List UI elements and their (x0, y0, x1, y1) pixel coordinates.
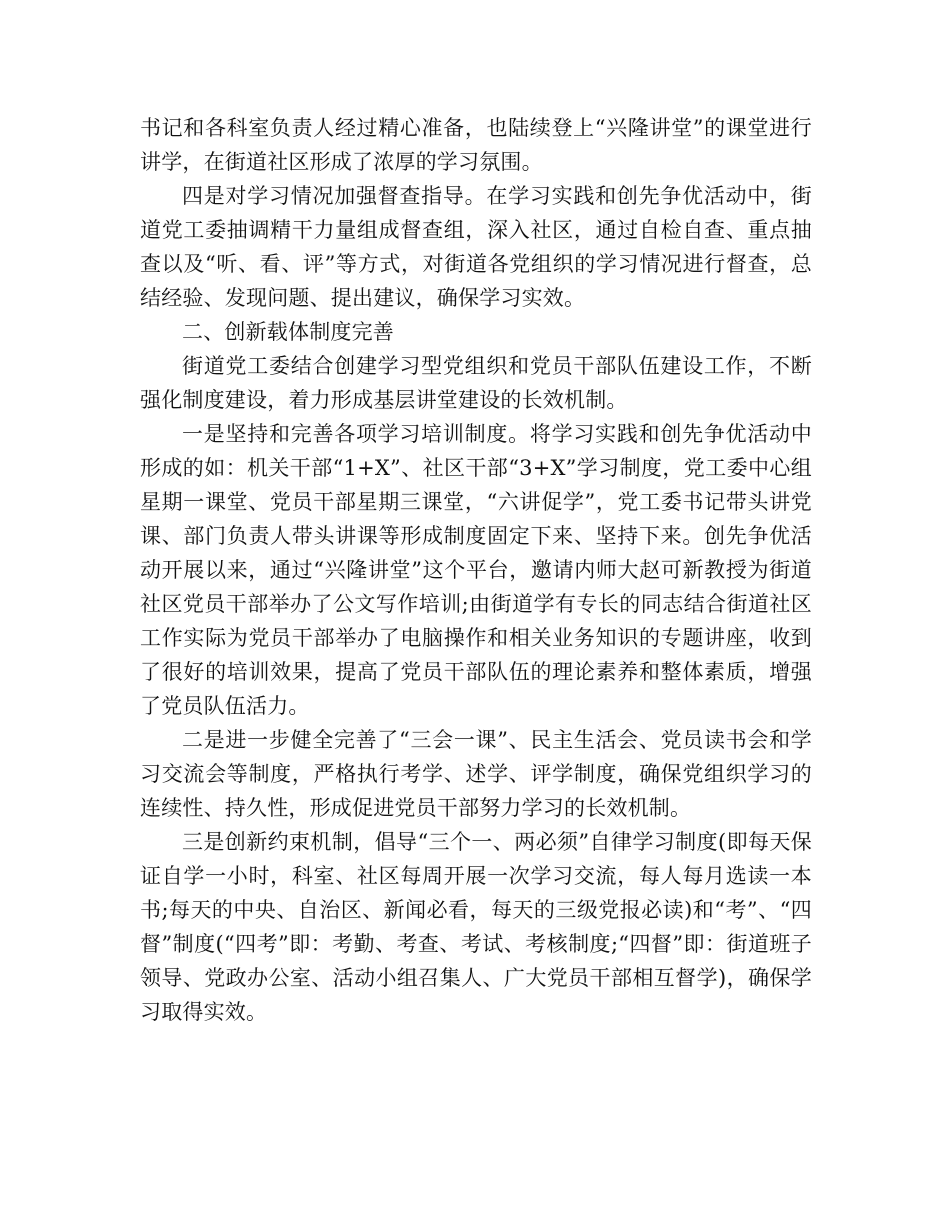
paragraph-meetings-system: 二是进一步健全完善了“三会一课”、民主生活会、党员读书会和学习交流会等制度，严格执行考学、述学、评学制度，确保党组织学习的连续性、持久性，形成促进党员干部努力学习的长效机制。 (140, 728, 812, 820)
paragraph-intro: 街道党工委结合创建学习型党组织和党员干部队伍建设工作，不断强化制度建设，着力形成基层讲堂建设的长效机制。 (140, 354, 812, 412)
paragraph-constraint-mechanism: 三是创新约束机制，倡导“三个一、两必须”自律学习制度(即每天保证自学一小时，科室、社区每周开展一次学习交流，每人每月选读一本书;每天的中央、自治区、新闻必看，每天的三级党报必读)和“考”、“四督”制度(“四考”即：考勤、考查、考试、考核制度;“四督”即：街道班子领导、党政办公室、活动小组召集人、广大党员干部相互督学)，确保学习取得实效。 (140, 830, 812, 1024)
section-heading: 二、创新载体制度完善 (182, 320, 394, 344)
paragraph-continuation: 书记和各科室负责人经过精心准备，也陆续登上“兴隆讲堂”的课堂进行讲学，在街道社区形成了浓厚的学习氛围。 (140, 116, 812, 174)
paragraph-training-system: 一是坚持和完善各项学习培训制度。将学习实践和创先争优活动中形成的如：机关干部“1+X”、社区干部“3+X”学习制度，党工委中心组星期一课堂、党员干部星期三课堂，“六讲促学”，党工委书记带头讲党课、部门负责人带头讲课等形成制度固定下来、坚持下来。创先争优活动开展以来，通过“兴隆讲堂”这个平台，邀请内师大赵可新教授为街道社区党员干部举办了公文写作培训;由街道学有专长的同志结合街道社区工作实际为党员干部举办了电脑操作和相关业务知识的专题讲座，收到了很好的培训效果，提高了党员干部队伍的理论素养和整体素质，增强了党员队伍活力。 (140, 422, 812, 718)
paragraph-supervision: 四是对学习情况加强督查指导。在学习实践和创先争优活动中，街道党工委抽调精干力量组成督查组，深入社区，通过自检自查、重点抽查以及“听、看、评”等方式，对街道各党组织的学习情况进行督查，总结经验、发现问题、提出建议，确保学习实效。 (140, 184, 812, 310)
document-body (140, 111, 812, 1029)
